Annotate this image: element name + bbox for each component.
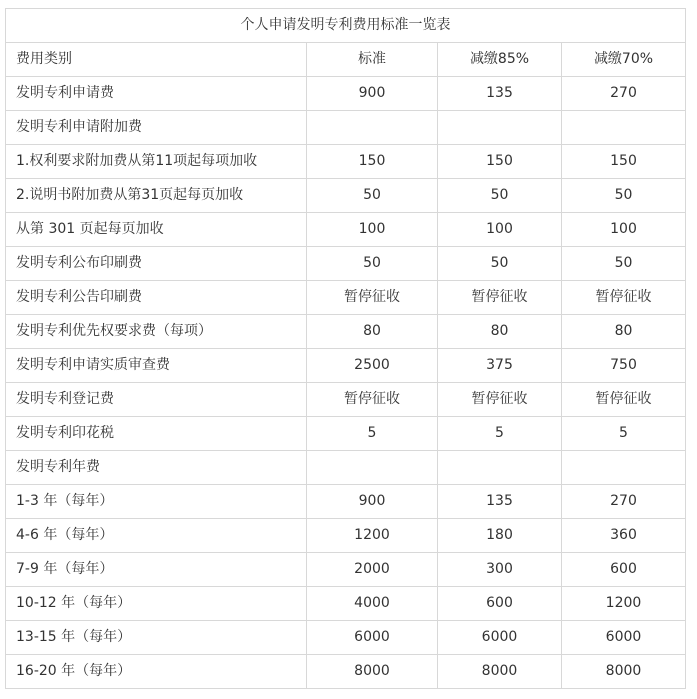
standard-fee: 6000 — [307, 621, 438, 655]
reduction-70-fee: 5 — [562, 417, 686, 451]
reduction-85-fee: 暂停征收 — [438, 383, 562, 417]
fee-item-name: 发明专利登记费 — [6, 383, 307, 417]
reduction-85-fee: 135 — [438, 485, 562, 519]
header-fee-category: 费用类别 — [6, 43, 307, 77]
reduction-70-fee: 50 — [562, 247, 686, 281]
standard-fee: 8000 — [307, 655, 438, 689]
table-title-row — [6, 9, 686, 43]
reduction-85-fee: 300 — [438, 553, 562, 587]
fee-item-name: 1-3 年（每年） — [6, 485, 307, 519]
table-row — [6, 553, 686, 587]
table-row — [6, 77, 686, 111]
reduction-70-fee: 270 — [562, 77, 686, 111]
table-row — [6, 655, 686, 689]
reduction-85-fee: 50 — [438, 247, 562, 281]
reduction-85-fee: 375 — [438, 349, 562, 383]
standard-fee: 100 — [307, 213, 438, 247]
standard-fee: 5 — [307, 417, 438, 451]
reduction-85-fee: 8000 — [438, 655, 562, 689]
table-row — [6, 587, 686, 621]
table-title: 个人申请发明专利费用标准一览表 — [6, 9, 686, 43]
standard-fee: 900 — [307, 485, 438, 519]
fee-item-name: 16-20 年（每年） — [6, 655, 307, 689]
standard-fee: 2000 — [307, 553, 438, 587]
reduction-85-fee: 150 — [438, 145, 562, 179]
reduction-85-fee: 80 — [438, 315, 562, 349]
reduction-70-fee: 暂停征收 — [562, 383, 686, 417]
fee-item-name: 发明专利公告印刷费 — [6, 281, 307, 315]
reduction-85-fee: 暂停征收 — [438, 281, 562, 315]
standard-fee: 150 — [307, 145, 438, 179]
table-row — [6, 315, 686, 349]
fee-item-name: 发明专利优先权要求费（每项） — [6, 315, 307, 349]
reduction-70-fee: 暂停征收 — [562, 281, 686, 315]
reduction-70-fee — [562, 111, 686, 145]
reduction-85-fee — [438, 451, 562, 485]
standard-fee: 暂停征收 — [307, 281, 438, 315]
reduction-85-fee: 180 — [438, 519, 562, 553]
table-row — [6, 281, 686, 315]
reduction-85-fee: 135 — [438, 77, 562, 111]
reduction-70-fee: 1200 — [562, 587, 686, 621]
reduction-85-fee: 100 — [438, 213, 562, 247]
table-body — [6, 9, 686, 689]
header-reduction-70: 减缴70% — [562, 43, 686, 77]
fee-item-name: 2.说明书附加费从第31页起每页加收 — [6, 179, 307, 213]
reduction-70-fee: 750 — [562, 349, 686, 383]
reduction-70-fee: 8000 — [562, 655, 686, 689]
table-row — [6, 349, 686, 383]
reduction-85-fee: 50 — [438, 179, 562, 213]
fee-item-name: 发明专利年费 — [6, 451, 307, 485]
fee-item-name: 1.权利要求附加费从第11项起每项加收 — [6, 145, 307, 179]
table-header-row — [6, 43, 686, 77]
fee-item-name: 发明专利申请费 — [6, 77, 307, 111]
fee-item-name: 从第 301 页起每页加收 — [6, 213, 307, 247]
standard-fee: 50 — [307, 179, 438, 213]
standard-fee — [307, 111, 438, 145]
fee-item-name: 13-15 年（每年） — [6, 621, 307, 655]
standard-fee: 4000 — [307, 587, 438, 621]
standard-fee: 50 — [307, 247, 438, 281]
standard-fee: 2500 — [307, 349, 438, 383]
table-row — [6, 247, 686, 281]
fee-item-name: 4-6 年（每年） — [6, 519, 307, 553]
reduction-70-fee: 100 — [562, 213, 686, 247]
reduction-70-fee — [562, 451, 686, 485]
standard-fee: 暂停征收 — [307, 383, 438, 417]
table-row — [6, 179, 686, 213]
table-row — [6, 145, 686, 179]
standard-fee: 1200 — [307, 519, 438, 553]
fee-standard-table — [5, 8, 686, 689]
reduction-70-fee: 50 — [562, 179, 686, 213]
table-row — [6, 485, 686, 519]
table-row — [6, 451, 686, 485]
table-row — [6, 519, 686, 553]
header-reduction-85: 减缴85% — [438, 43, 562, 77]
fee-item-name: 发明专利申请附加费 — [6, 111, 307, 145]
standard-fee — [307, 451, 438, 485]
standard-fee: 900 — [307, 77, 438, 111]
reduction-85-fee: 6000 — [438, 621, 562, 655]
reduction-70-fee: 600 — [562, 553, 686, 587]
table-row — [6, 621, 686, 655]
fee-item-name: 发明专利印花税 — [6, 417, 307, 451]
fee-standard-document — [5, 8, 685, 689]
table-row — [6, 213, 686, 247]
fee-item-name: 发明专利公布印刷费 — [6, 247, 307, 281]
table-row — [6, 383, 686, 417]
fee-item-name: 10-12 年（每年） — [6, 587, 307, 621]
reduction-85-fee — [438, 111, 562, 145]
reduction-85-fee: 600 — [438, 587, 562, 621]
standard-fee: 80 — [307, 315, 438, 349]
reduction-85-fee: 5 — [438, 417, 562, 451]
reduction-70-fee: 6000 — [562, 621, 686, 655]
reduction-70-fee: 270 — [562, 485, 686, 519]
table-row — [6, 417, 686, 451]
reduction-70-fee: 80 — [562, 315, 686, 349]
reduction-70-fee: 150 — [562, 145, 686, 179]
reduction-70-fee: 360 — [562, 519, 686, 553]
header-standard: 标准 — [307, 43, 438, 77]
fee-item-name: 发明专利申请实质审查费 — [6, 349, 307, 383]
fee-item-name: 7-9 年（每年） — [6, 553, 307, 587]
table-row — [6, 111, 686, 145]
